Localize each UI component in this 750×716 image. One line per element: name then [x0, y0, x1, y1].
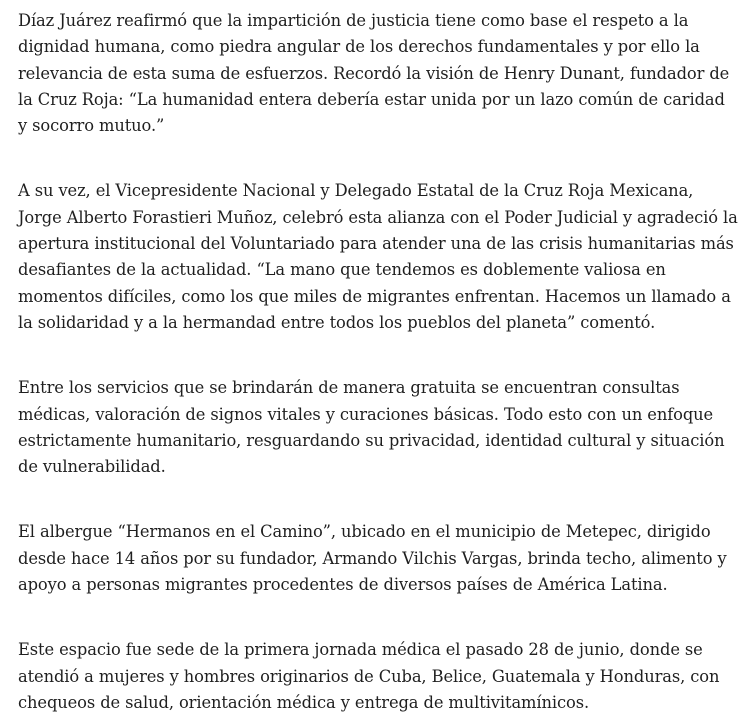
paragraph-dignidad-humana: Díaz Juárez reafirmó que la impartición de justicia tiene como base el respeto a la dignidad humana, como piedra angular de los derechos fundamentales y por ello la relevancia de esta suma de esfuerzos. Recordó la visión de Henry Dunant, fundador de la Cruz Roja: “La humanidad entera debería estar unida por un lazo común de caridad y socorro mutuo.”	[18, 11, 730, 136]
paragraph-albergue: El albergue “Hermanos en el Camino”, ubicado en el municipio de Metepec, dirigido desde hace 14 años por su fundador, Armando Vilchis Vargas, brinda techo, alimento y apoyo a personas migrantes procedentes de diversos países de América Latina.	[18, 522, 727, 595]
paragraph-jornada-medica: Este espacio fue sede de la primera jornada médica el pasado 28 de junio, donde se atendió a mujeres y hombres originarios de Cuba, Belice, Guatemala y Honduras, con chequeos de salud, orientación médica y entrega de multivitamínicos.	[18, 640, 720, 712]
paragraph-cruz-roja-alianza: A su vez, el Vicepresidente Nacional y Delegado Estatal de la Cruz Roja Mexicana, Jorge Alberto Forastieri Muñoz, celebró esta alianza con el Poder Judicial y agradeció la apertura institucional del Voluntariado para atender una de las crisis humanitarias más desafiantes de la actualidad. “La mano que tendemos es doblemente valiosa en momentos difíciles, como los que miles de migrantes enfrentan. Hacemos un llamado a la solidaridad y a la hermandad entre todos los pueblos del planeta” comentó.	[18, 181, 738, 332]
paragraph-servicios-gratuitos: Entre los servicios que se brindarán de manera gratuita se encuentran consultas médicas, valoración de signos vitales y curaciones básicas. Todo esto con un enfoque estrictamente humanitario, resguardando su privacidad, identidad cultural y situación de vulnerabilidad.	[18, 378, 725, 477]
